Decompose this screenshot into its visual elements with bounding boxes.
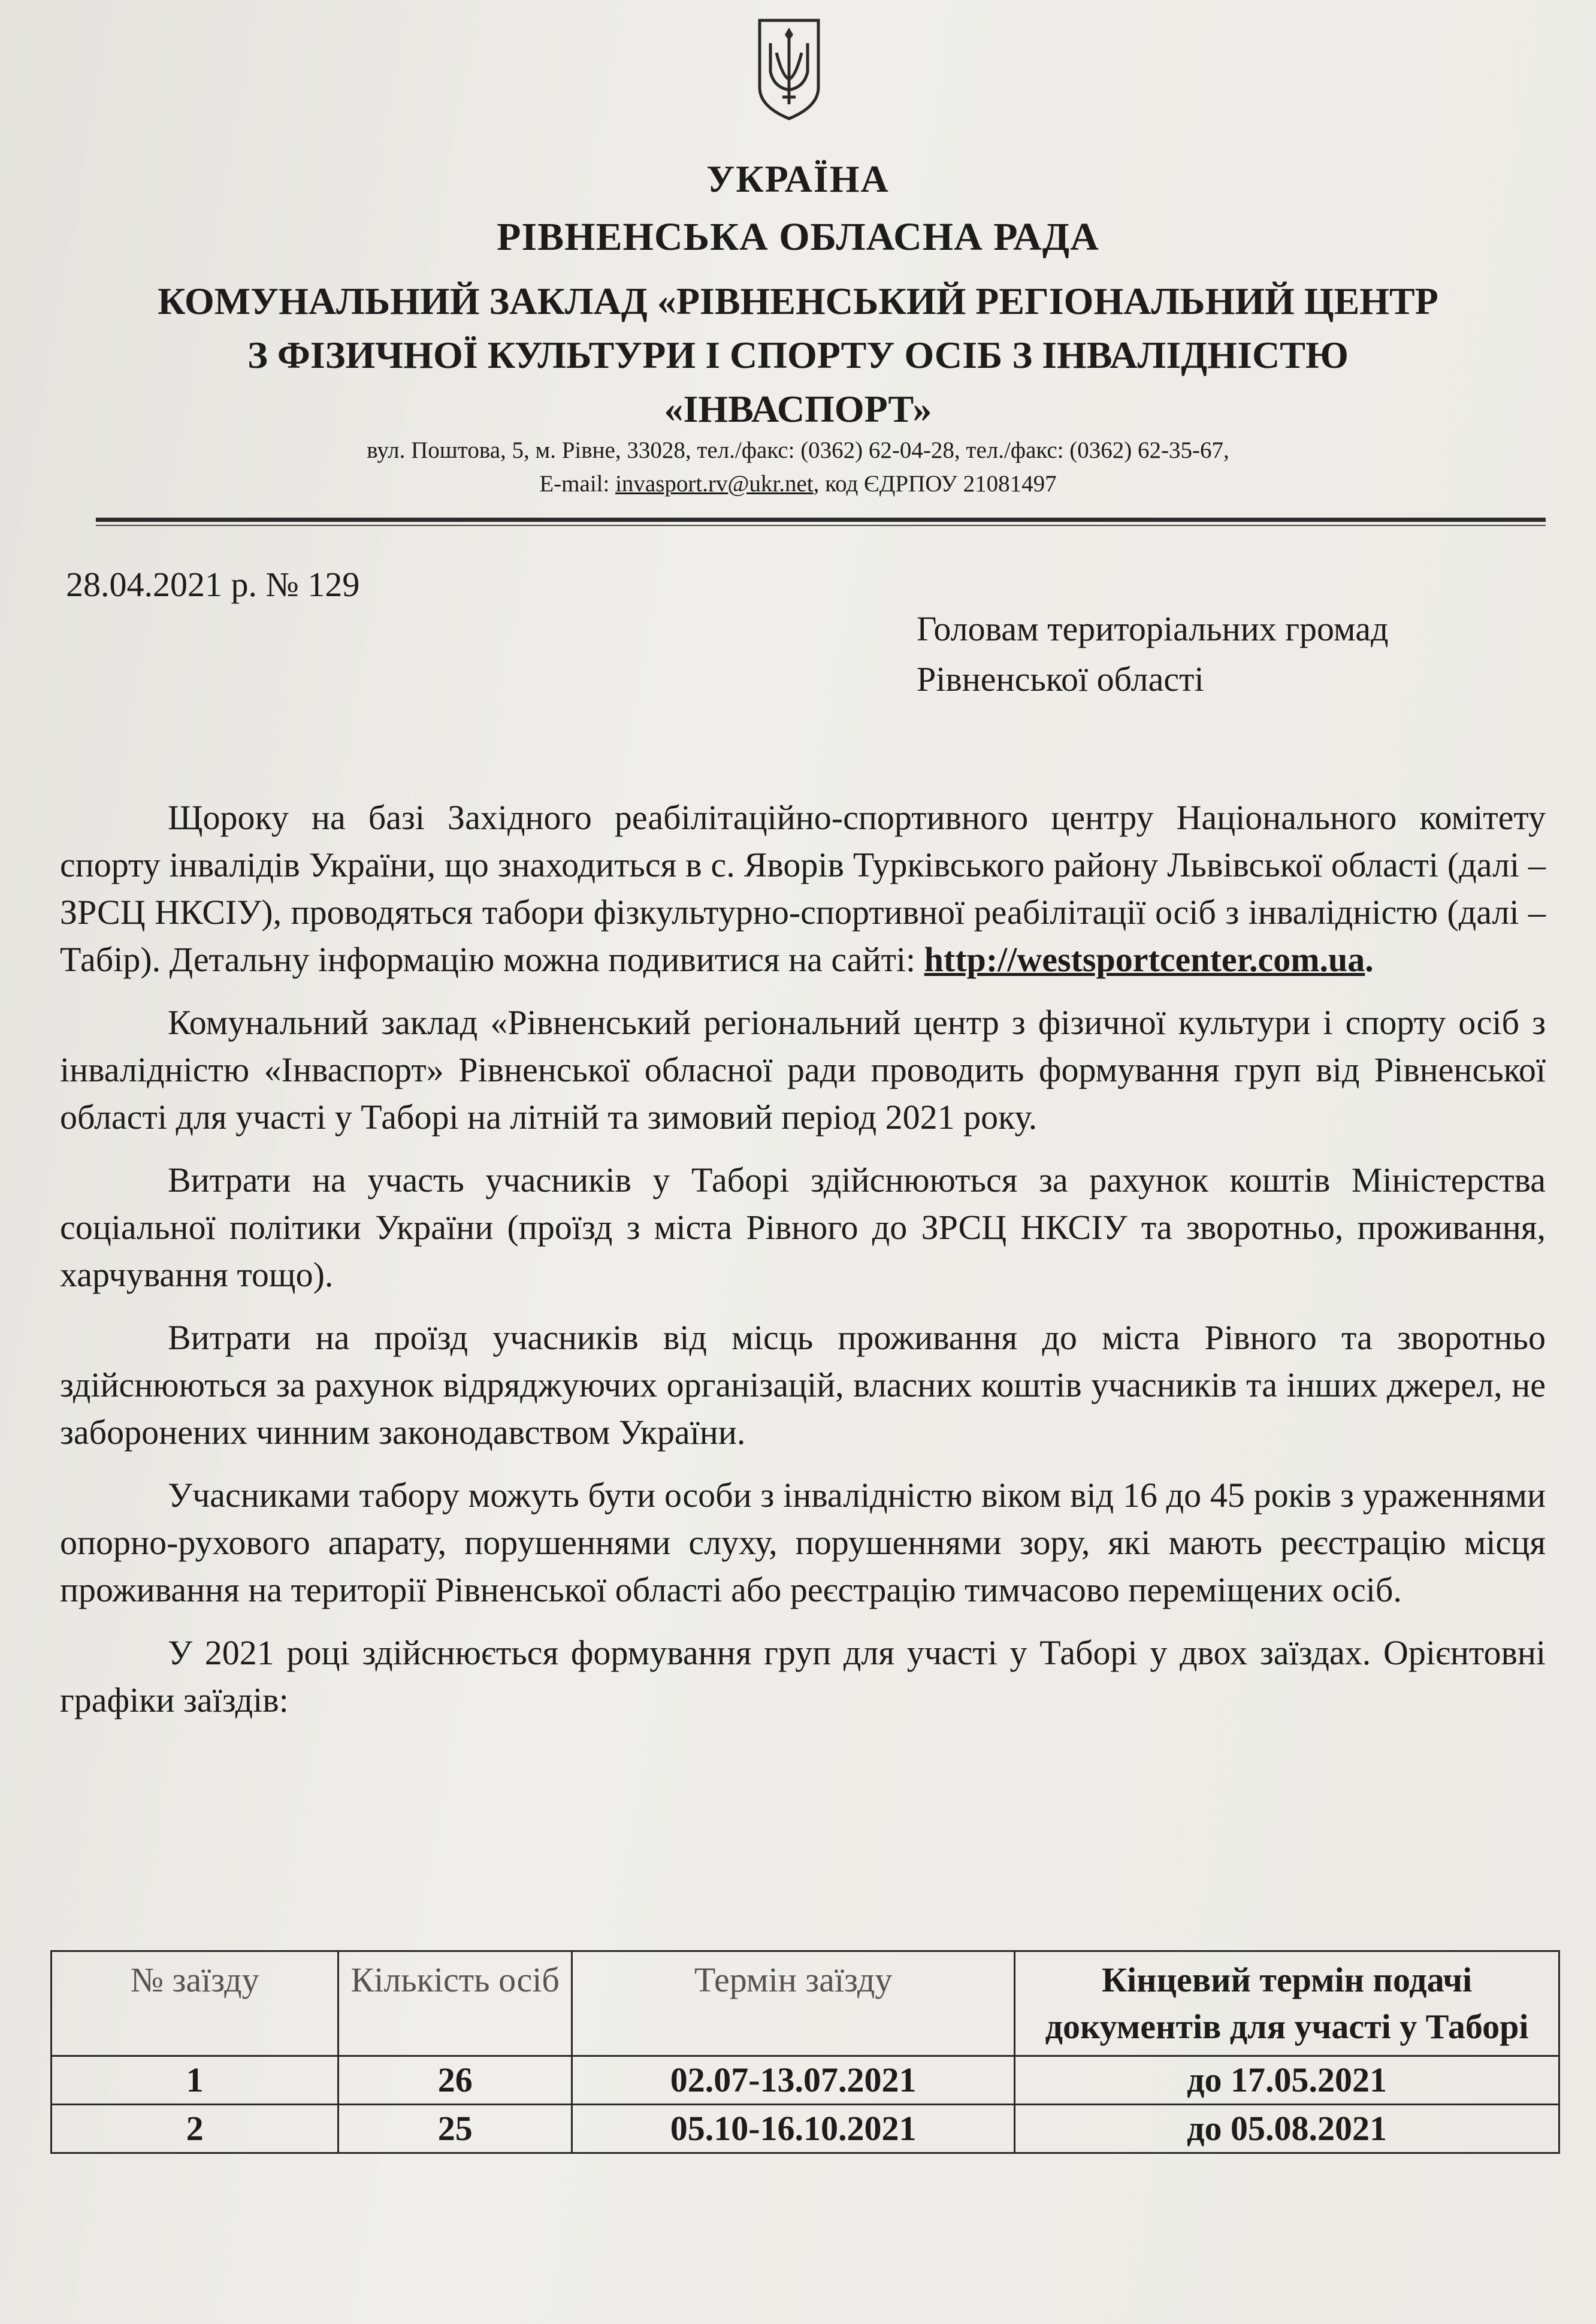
paragraph-5: Учасниками табору можуть бути особи з інвалідністю віком від 16 до 45 років з ураженнями опорно-рухового апарату, порушеннями слуху, порушеннями зору, які мають реєстрацію місця проживання на території Рівненської області або реєстрацію тимчасово переміщених осіб. <box>60 1476 1546 1609</box>
coat-of-arms-icon <box>756 17 822 122</box>
paragraph-6: У 2021 році здійснюється формування груп для участі у Таборі у двох заїздах. Орієнтовні графіки заїздів: <box>60 1633 1546 1719</box>
institution-line-1: КОМУНАЛЬНИЙ ЗАКЛАД «РІВНЕНСЬКИЙ РЕГІОНАЛЬНИЙ ЦЕНТР <box>158 280 1438 322</box>
schedule-table <box>50 1950 1560 2154</box>
email-link[interactable]: invasport.rv@ukr.net <box>615 471 814 497</box>
table-row <box>52 2105 1559 2153</box>
cell-trip-dates: 05.10-16.10.2021 <box>572 2105 1015 2153</box>
edrpou-code: , код ЄДРПОУ 21081497 <box>813 471 1057 497</box>
paragraph-1-text: Щороку на базі Західного реабілітаційно-спортивного центру Національного комітету спорту інвалідів України, що знаходиться в с. Яворів Турківського району Львівської області (далі – ЗРСЦ НКСІУ), проводяться табори фізкультурно-спортивної реабілітації осіб з інвалідністю (далі – Табір). Детальну інформацію можна подивитися на сайті: <box>60 798 1546 979</box>
contacts-email-line <box>0 467 1596 501</box>
institution-line-3: «ІНВАСПОРТ» <box>664 388 932 430</box>
letter-body <box>60 794 1546 1739</box>
table-row <box>52 2056 1559 2105</box>
letterhead-divider <box>96 518 1546 522</box>
email-label: E-mail: <box>539 471 610 497</box>
contacts-address-phones: вул. Поштова, 5, м. Рівне, 33028, тел./факс: (0362) 62-04-28, тел./факс: (0362) 62-35-67, <box>367 437 1229 463</box>
cell-people-count: 26 <box>338 2056 572 2105</box>
header-people-count: Кількість осіб <box>338 1951 572 2056</box>
addressee-block <box>917 604 1388 705</box>
letter-date-number: 28.04.2021 р. № 129 <box>66 565 360 604</box>
header-trip-number: № заїзду <box>52 1951 338 2056</box>
addressee-line-1: Головам територіальних громад <box>917 609 1389 648</box>
letterhead-country: УКРАЇНА <box>706 158 890 200</box>
cell-trip-dates: 02.07-13.07.2021 <box>572 2056 1015 2105</box>
paragraph-3: Витрати на участь учасників у Таборі здійснюються за рахунок коштів Міністерства соціальної політики України (проїзд з міста Рівного до ЗРСЦ НКСІУ та зворотньо, проживання, харчування тощо). <box>60 1161 1546 1294</box>
cell-trip-number: 2 <box>52 2105 338 2153</box>
header-trip-dates: Термін заїзду <box>572 1951 1015 2056</box>
paragraph-4: Витрати на проїзд учасників від місць проживання до міста Рівного та зворотньо здійснюються за рахунок відряджуючих організацій, власних коштів учасників та інших джерел, не заборонених чинним законодавством України. <box>60 1318 1546 1452</box>
table-header-row <box>52 1951 1559 2056</box>
cell-people-count: 25 <box>338 2105 572 2153</box>
letterhead-council: РІВНЕНСЬКА ОБЛАСНА РАДА <box>497 215 1099 259</box>
cell-document-deadline: до 17.05.2021 <box>1015 2056 1559 2105</box>
letterhead-institution <box>0 274 1596 436</box>
letterhead-contacts <box>0 434 1596 501</box>
letterhead-divider-thin <box>96 525 1546 526</box>
header-document-deadline: Кінцевий термін подачі документів для участі у Таборі <box>1015 1951 1559 2056</box>
institution-line-2: З ФІЗИЧНОЇ КУЛЬТУРИ І СПОРТУ ОСІБ З ІНВАЛІДНІСТЮ <box>247 334 1349 376</box>
addressee-line-2: Рівненської області <box>917 660 1204 699</box>
cell-trip-number: 1 <box>52 2056 338 2105</box>
cell-document-deadline: до 05.08.2021 <box>1015 2105 1559 2153</box>
paragraph-1: Щороку на базі Західного реабілітаційно-спортивного центру Національного комітету спорту інвалідів України, що знаходиться в с. Яворів Турківського району Львівської області (далі – ЗРСЦ НКСІУ), проводяться табори фізкультурно-спортивної реабілітації осіб з інвалідністю (далі – Табір). Детальну інформацію можна подивитися на сайті: http://westsportcenter.com.ua. <box>60 798 1546 979</box>
website-link[interactable]: http://westsportcenter.com.ua <box>924 940 1365 979</box>
paragraph-2: Комунальний заклад «Рівненський регіональний центр з фізичної культури і спорту осіб з інвалідністю «Інваспорт» Рівненської обласної ради проводить формування груп від Рівненської області для участі у Таборі на літній та зимовий період 2021 року. <box>60 1003 1546 1137</box>
